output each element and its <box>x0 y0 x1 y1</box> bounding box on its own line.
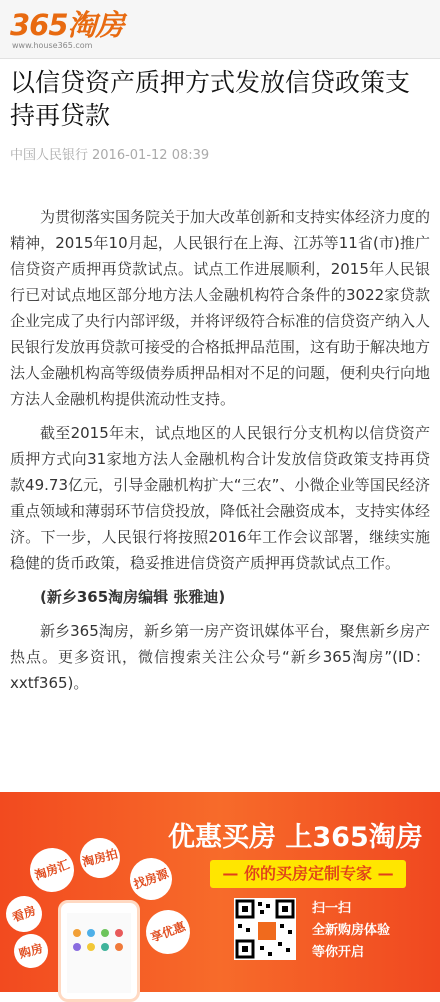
promo-bubble: 享优惠 <box>140 904 196 960</box>
promo-bubble: 淘房拍 <box>76 834 125 883</box>
app-icon-dot <box>101 929 109 937</box>
editor-credit: (新乡365淘房编辑 张雅迪) <box>40 588 226 606</box>
qr-caption-line: 扫一扫 <box>312 901 352 916</box>
promo-bubble: 看房 <box>1 891 47 937</box>
promo-bubble: 找房源 <box>124 852 178 906</box>
logo-url: www.house365.com <box>12 41 93 50</box>
app-icon-dot <box>87 929 95 937</box>
article-meta <box>10 144 213 163</box>
qr-code[interactable] <box>234 898 296 960</box>
banner-slogan: 优惠买房 上365淘房 <box>168 822 423 853</box>
phone-illustration <box>58 900 140 1002</box>
qr-center-logo <box>256 920 278 942</box>
article-source: 中国人民银行 <box>10 148 89 163</box>
app-icon-dot <box>73 929 81 937</box>
promo-bubble: 购房 <box>10 930 52 972</box>
qr-caption-line: 全新购房体验 <box>312 923 391 938</box>
qr-caption-line: 等你开启 <box>312 945 365 960</box>
app-icon-dot <box>115 943 123 951</box>
app-icon-dot <box>87 943 95 951</box>
promo-bubble: 淘房汇 <box>24 842 80 898</box>
article-paragraph: 新乡365淘房，新乡第一房产资讯媒体平台，聚焦新乡房产热点。更多资讯，微信搜索关注公众号“新乡365淘房”(ID：xxtf365)。 <box>10 622 430 692</box>
app-icon-dot <box>101 943 109 951</box>
article-paragraph: 截至2015年末，试点地区的人民银行分支机构以信贷资产质押方式向31家地方法人金融机构合计发放信贷政策支持再贷款49.73亿元，引导金融机构扩大“三农”、小微企业等国民经济重点领域和薄弱环节信贷投放，降低社会融资成本，支持实体经济。下一步，人民银行将按照2016年工作会议部署，继续实施稳健的货币政策，稳妥推进信贷资产质押再贷款试点工作。 <box>10 424 431 572</box>
article-title: 以信贷资产质押方式发放信贷政策支持再贷款 <box>10 68 411 130</box>
article-paragraph: 为贯彻落实国务院关于加大改革创新和支持实体经济力度的精神，2015年10月起，人民银行在上海、江苏等11省(市)推广信贷资产质押再贷款试点。试点工作进展顺利，2015年人民银行已对试点地区部分地方法人金融机构符合条件的3022家贷款企业完成了央行内部评级，并将评级符合标准的信贷资产纳入人民银行发放再贷款可接受的合格抵押品范围，这有助于解决地方法人金融机构高等级债券质押品相对不足的问题，便利央行向地方法人金融机构提供流动性支持。 <box>10 208 431 408</box>
qr-caption <box>312 898 390 964</box>
article-body <box>10 204 430 704</box>
app-icon-dot <box>115 929 123 937</box>
article-date: 2016-01-12 08:39 <box>92 148 210 163</box>
logo-text: 365淘房 <box>10 8 124 42</box>
phone-screen <box>67 913 131 993</box>
banner-sub-slogan: — 你的买房定制专家 — <box>222 864 394 883</box>
app-icon-dot <box>73 943 81 951</box>
top-bar <box>0 0 440 59</box>
site-logo[interactable] <box>10 8 140 52</box>
